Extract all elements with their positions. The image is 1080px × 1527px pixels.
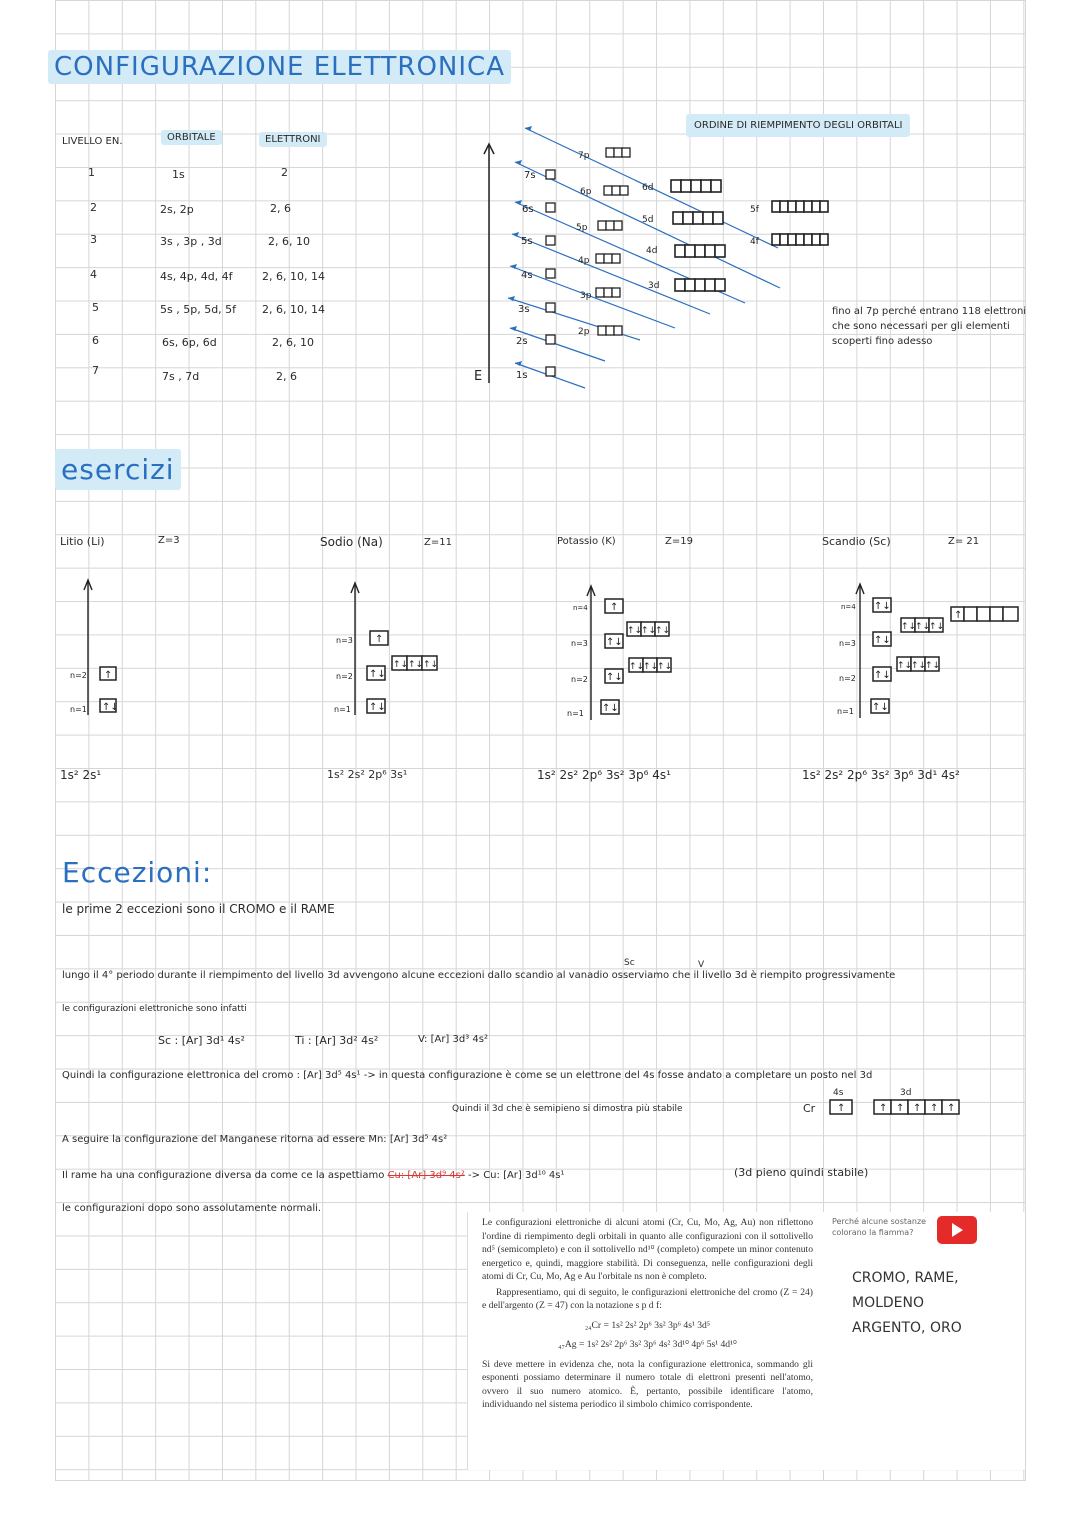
- svg-text:↑: ↑: [954, 610, 963, 621]
- svg-text:↑↓: ↑↓: [423, 660, 439, 670]
- svg-text:↑↓: ↑↓: [606, 672, 623, 683]
- orbital-label: 7s: [524, 170, 536, 181]
- svg-text:↑: ↑: [837, 1103, 846, 1114]
- orbital-label: 6p: [580, 187, 592, 197]
- orbital-label: 6s: [522, 204, 534, 215]
- orbital-label: 4p: [578, 256, 590, 266]
- exceptions-line: lungo il 4° periodo durante il riempimento del livello 3d avvengono alcune eccezioni dallo scandio al vanadio osserviamo che il livello 3d è riempito progressivamente: [62, 970, 896, 981]
- table-cell-level: 3: [90, 233, 97, 246]
- copper-note: (3d pieno quindi stabile): [734, 1166, 869, 1179]
- table-cell-orbitals: 2s, 2p: [160, 203, 194, 216]
- exercises-heading: esercizi: [55, 453, 181, 486]
- table-cell-electrons: 2, 6: [270, 202, 291, 215]
- table-header-level: LIVELLO EN.: [62, 136, 123, 147]
- f-orbitals: [772, 201, 828, 245]
- cr-label: Cr: [803, 1102, 816, 1115]
- level-label: n=1: [837, 707, 854, 716]
- orbital-label: 3p: [580, 291, 592, 301]
- orbital-label: 2s: [516, 336, 528, 347]
- orbital-label: 3d: [648, 281, 660, 291]
- exceptions-line: A seguire la configurazione del Manganese ritorna ad essere Mn: [Ar] 3d⁵ 4s²: [62, 1134, 448, 1145]
- diagonal-arrow: [510, 266, 675, 328]
- svg-text:↑↓: ↑↓: [655, 626, 671, 636]
- svg-text:↑: ↑: [610, 602, 619, 613]
- table-cell-electrons: 2: [281, 166, 288, 179]
- level-label: n=3: [571, 639, 588, 648]
- exercise-atomic-number: Z=19: [665, 536, 693, 547]
- svg-text:↑↓: ↑↓: [874, 670, 891, 681]
- config-sc-short: Sc : [Ar] 3d¹ 4s²: [158, 1034, 245, 1047]
- orbital-box: [546, 203, 555, 212]
- svg-text:↑: ↑: [913, 1103, 922, 1114]
- lithium-diagram: [60, 570, 150, 730]
- svg-text:↑↓: ↑↓: [369, 702, 386, 713]
- sodium-diagram: [330, 575, 460, 725]
- s-orbitals: [546, 170, 555, 376]
- orbital-label: 5d: [642, 215, 654, 225]
- config-lithium: 1s² 2s¹: [60, 768, 102, 782]
- table-cell-orbitals: 7s , 7d: [162, 370, 200, 383]
- svg-text:↑: ↑: [375, 634, 384, 645]
- svg-text:↑↓: ↑↓: [627, 626, 643, 636]
- table-cell-level: 6: [92, 334, 99, 347]
- svg-text:↑↓: ↑↓: [641, 626, 657, 636]
- video-caption: Perché alcune sostanze colorano la fiamma?: [832, 1217, 927, 1237]
- title-text: CONFIGURAZIONE ELETTRONICA: [48, 50, 511, 84]
- exception-elements: [852, 1266, 1025, 1341]
- level-label: n=2: [571, 675, 588, 684]
- orbital-label: 6d: [642, 183, 654, 193]
- config-sodium: 1s² 2s² 2p⁶ 3s¹: [327, 768, 408, 781]
- svg-text:↑↓: ↑↓: [911, 661, 927, 671]
- svg-text:↑↓: ↑↓: [408, 660, 424, 670]
- exceptions-line: Quindi il 3d che è semipieno si dimostra più stabile: [452, 1104, 683, 1114]
- orbital-label: 5s: [521, 236, 533, 247]
- svg-text:↑↓: ↑↓: [643, 662, 659, 672]
- svg-text:↑↓: ↑↓: [657, 662, 673, 672]
- textbook-paragraph: Si deve mettere in evidenza che, nota la configurazione elettronica, sommando gli esponenti possiamo determinare il numero totale di elettroni presenti nell'atomo, ovvero il suo numero atomico. È, pertanto, possibile identificare l'atomo, individuando nel sistema periodico il simbolo chimico corrispondente.: [482, 1358, 813, 1410]
- svg-text:↑↓: ↑↓: [393, 660, 409, 670]
- play-icon[interactable]: [937, 1216, 977, 1244]
- level-label: n=4: [573, 604, 588, 612]
- config-ti-short: Ti : [Ar] 3d² 4s²: [295, 1034, 379, 1047]
- svg-text:↑: ↑: [896, 1103, 905, 1114]
- exercise-element-name: Sodio (Na): [320, 535, 383, 549]
- page-title: [48, 52, 511, 82]
- orbital-box: [546, 170, 555, 179]
- scandium-diagram: [835, 578, 1025, 728]
- level-label: n=1: [567, 709, 584, 718]
- orbital-label: 5f: [750, 205, 759, 215]
- diagonal-arrows: [508, 128, 780, 388]
- svg-text:↑↓: ↑↓: [897, 661, 913, 671]
- config-potassium: 1s² 2s² 2p⁶ 3s² 3p⁶ 4s¹: [537, 768, 671, 782]
- exceptions-heading: Eccezioni:: [62, 856, 213, 889]
- table-cell-orbitals: 3s , 3p , 3d: [160, 235, 222, 248]
- formula-chromium: ₂₄Cr = 1s² 2s² 2p⁶ 3s² 3p⁶ 4s¹ 3d⁵: [584, 1319, 711, 1331]
- exceptions-line: le configurazioni elettroniche sono infatti: [62, 1004, 247, 1014]
- level-label: n=1: [70, 705, 87, 714]
- table-cell-orbitals: 6s, 6p, 6d: [162, 336, 217, 349]
- table-cell-level: 2: [90, 201, 97, 214]
- svg-text:↑: ↑: [930, 1103, 939, 1114]
- table-cell-orbitals: 4s, 4p, 4d, 4f: [160, 270, 233, 283]
- level-label: n=2: [839, 674, 856, 683]
- exercise-element-name: Litio (Li): [60, 535, 105, 548]
- level-label: n=3: [336, 636, 353, 645]
- orbital-label: 1s: [516, 370, 528, 381]
- orbital-box: [546, 236, 555, 245]
- table-cell-electrons: 2, 6, 10: [272, 336, 314, 349]
- orbital-box: [546, 367, 555, 376]
- orbital-label: 4s: [521, 270, 533, 281]
- svg-text:↑↓: ↑↓: [369, 669, 386, 680]
- sc-annotation: Sc: [624, 958, 635, 968]
- fill-order-diagram: [460, 118, 880, 398]
- orbital-label: 4d: [646, 246, 658, 256]
- table-cell-level: 1: [88, 166, 95, 179]
- orbital-label: 7p: [578, 151, 590, 161]
- table-cell-electrons: 2, 6: [276, 370, 297, 383]
- svg-text:↑: ↑: [879, 1103, 888, 1114]
- svg-text:↑↓: ↑↓: [629, 662, 645, 672]
- level-label: n=2: [70, 671, 87, 680]
- table-cell-level: 4: [90, 268, 97, 281]
- chromium-orbital-diagram: [828, 1098, 968, 1118]
- elements-line: CROMO, RAME, MOLDENO: [852, 1270, 959, 1311]
- video-sidebar: [825, 1212, 1025, 1470]
- orbital-box: [546, 303, 555, 312]
- exceptions-line: Il rame ha una configurazione diversa da come ce la aspettiamo Cu: [Ar] 3d⁹ 4s² -> Cu: [Ar] 3d¹⁰ 4s¹: [62, 1170, 565, 1181]
- svg-text:↑↓: ↑↓: [606, 637, 623, 648]
- svg-text:↑: ↑: [104, 670, 113, 681]
- table-cell-electrons: 2, 6, 10, 14: [262, 303, 325, 316]
- level-label: n=4: [841, 603, 856, 611]
- orbital-box: [546, 269, 555, 278]
- textbook-paragraph: Le configurazioni elettroniche di alcuni atomi (Cr, Cu, Mo, Ag, Au) non riflettono l'ordine di riempimento degli orbitali in quanto alle configurazioni con il sottolivello nd⁵ (semicompleto) e con il sottolivello nd¹⁰ (completo) compete un minor contenuto energetico e, quindi, maggiore stabilità. Di conseguenza, nelle configurazioni degli atomi di Cr, Cu, Mo, Ag e Au l'orbitale ns non è completo.: [482, 1217, 813, 1282]
- orbital-label: 4f: [750, 237, 759, 247]
- textbook-excerpt: [467, 1212, 825, 1470]
- fill-order-note: fino al 7p perché entrano 118 elettroni che sono necessari per gli elementi scoperti fino adesso: [832, 306, 1027, 347]
- textbook-paragraph: Rappresentiamo, qui di seguito, le configurazioni elettroniche del cromo (Z = 24) e dell'argento (Z = 47) con la notazione s p d f:: [482, 1286, 813, 1311]
- table-cell-orbitals: 1s: [172, 168, 185, 181]
- level-label: n=3: [839, 639, 856, 648]
- table-header-orbital: ORBITALE: [155, 128, 228, 147]
- orbital-box: [546, 335, 555, 344]
- svg-text:↑↓: ↑↓: [915, 622, 931, 632]
- config-scandium: 1s² 2s² 2p⁶ 3s² 3p⁶ 3d¹ 4s²: [802, 768, 960, 782]
- level-label: n=1: [334, 705, 351, 714]
- elements-line: ARGENTO, ORO: [852, 1320, 962, 1336]
- table-cell-level: 5: [92, 301, 99, 314]
- exercise-atomic-number: Z=11: [424, 537, 452, 548]
- svg-text:↑↓: ↑↓: [925, 661, 941, 671]
- level-label: n=2: [336, 672, 353, 681]
- cr-3d-label: 3d: [900, 1088, 912, 1098]
- orbital-label: 3s: [518, 304, 530, 315]
- orbital-label: 2p: [578, 327, 590, 337]
- energy-axis-label: E: [474, 369, 483, 384]
- svg-text:↑↓: ↑↓: [929, 622, 945, 632]
- svg-text:↑: ↑: [947, 1103, 956, 1114]
- table-cell-orbitals: 5s , 5p, 5d, 5f: [160, 303, 237, 316]
- exercise-atomic-number: Z=3: [158, 535, 180, 546]
- v-annotation: V: [698, 960, 705, 970]
- svg-text:↑↓: ↑↓: [874, 635, 891, 646]
- svg-text:↑↓: ↑↓: [874, 601, 891, 612]
- exceptions-line: le configurazioni dopo sono assolutamente normali.: [62, 1203, 322, 1214]
- svg-text:↑↓: ↑↓: [102, 702, 119, 713]
- svg-text:↑↓: ↑↓: [602, 703, 619, 714]
- exercise-atomic-number: Z= 21: [948, 536, 980, 547]
- svg-text:↑↓: ↑↓: [872, 702, 889, 713]
- table-cell-level: 7: [92, 364, 99, 377]
- orbital-label: 5p: [576, 223, 588, 233]
- config-v-short: V: [Ar] 3d³ 4s²: [418, 1034, 488, 1045]
- table-cell-electrons: 2, 6, 10: [268, 235, 310, 248]
- exercise-element-name: Potassio (K): [557, 536, 616, 547]
- table-cell-electrons: 2, 6, 10, 14: [262, 270, 325, 283]
- potassium-diagram: [565, 580, 695, 725]
- exercise-element-name: Scandio (Sc): [822, 535, 891, 548]
- cr-4s-label: 4s: [833, 1088, 844, 1098]
- exceptions-line: Quindi la configurazione elettronica del cromo : [Ar] 3d⁵ 4s¹ -> in questa configurazione è come se un elettrone del 4s fosse andato a completare un posto nel 3d: [62, 1070, 873, 1081]
- table-header-electrons: ELETTRONI: [255, 130, 331, 149]
- exceptions-line: le prime 2 eccezioni sono il CROMO e il RAME: [62, 902, 335, 916]
- struck-config: Cu: [Ar] 3d⁹ 4s²: [387, 1170, 465, 1181]
- svg-text:↑↓: ↑↓: [901, 622, 917, 632]
- p-orbitals: [596, 148, 630, 335]
- formula-silver: ₄₇Ag = 1s² 2s² 2p⁶ 3s² 3p⁶ 4s² 3d¹⁰ 4p⁶ 5s¹ 4d¹⁰: [558, 1339, 737, 1350]
- fill-order-title: ORDINE DI RIEMPIMENTO DEGLI ORBITALI: [684, 118, 912, 133]
